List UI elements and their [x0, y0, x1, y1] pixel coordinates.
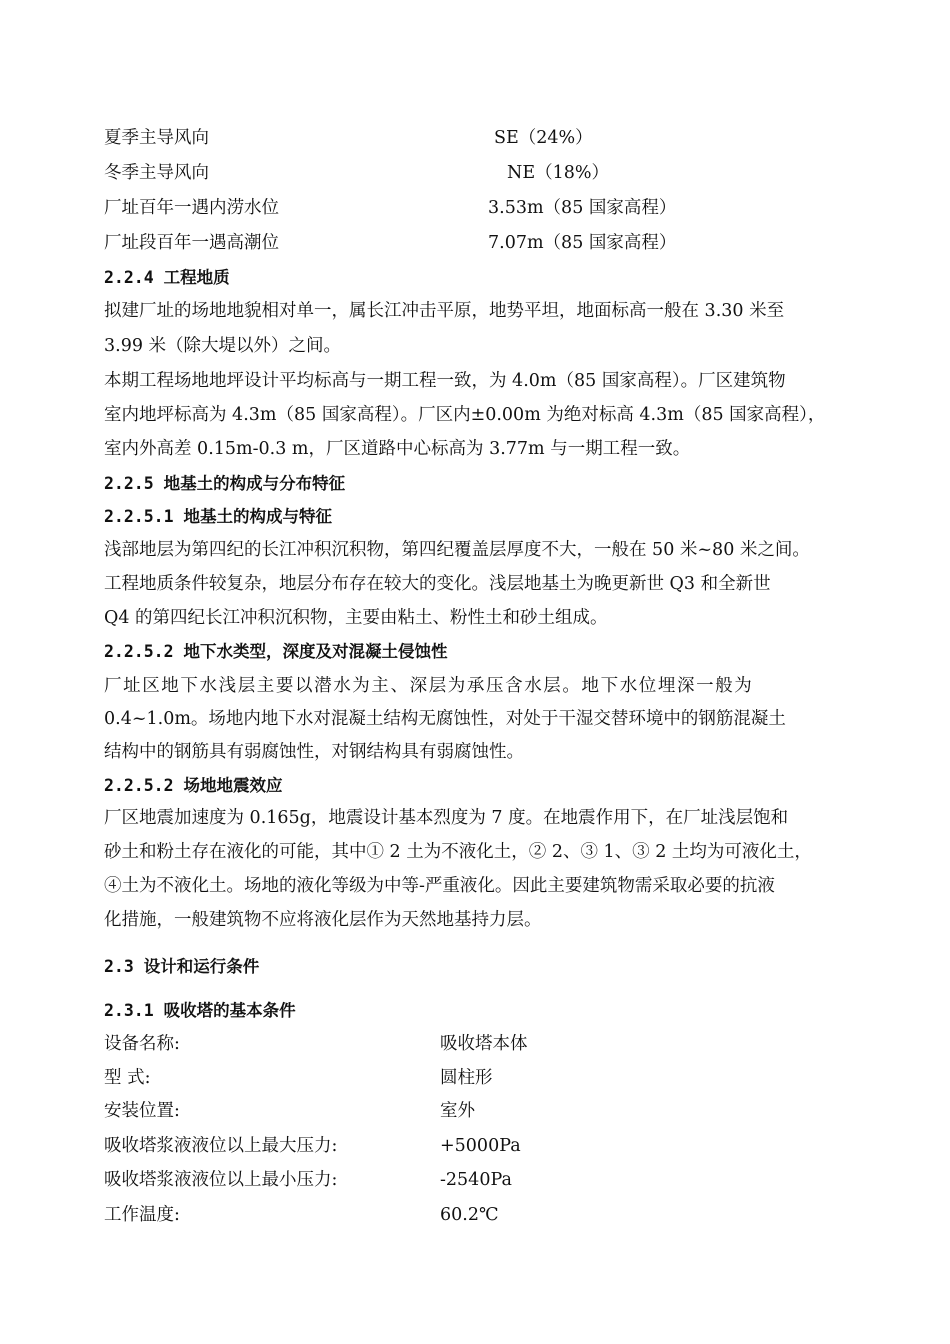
subsection-heading: 2.2.5.1 地基土的构成与特征 [104, 507, 332, 526]
climate-label: 厂址百年一遇内涝水位 [104, 198, 279, 218]
section-heading: 2.2.5 地基土的构成与分布特征 [104, 474, 346, 493]
climate-label: 夏季主导风向 [104, 128, 209, 148]
climate-label: 冬季主导风向 [104, 163, 209, 183]
paragraph-line: 结构中的钢筋具有弱腐蚀性，对钢结构具有弱腐蚀性。 [104, 742, 524, 762]
paragraph-line: 本期工程场地地坪设计平均标高与一期工程一致，为 4.0m（85 国家高程）。厂区建筑物 [104, 371, 786, 391]
subsection-heading: 2.2.5.2 地下水类型，深度及对混凝土侵蚀性 [104, 642, 448, 661]
spec-value: 60.2℃ [440, 1205, 499, 1225]
paragraph-line: 化措施，一般建筑物不应将液化层作为天然地基持力层。 [104, 910, 542, 930]
subsection-heading: 2.3.1 吸收塔的基本条件 [104, 1001, 296, 1020]
paragraph-line: 砂土和粉土存在液化的可能，其中① 2 土为不液化土，② 2、③ 1、③ 2 土均为可液化土， [104, 842, 812, 862]
spec-label: 设备名称: [104, 1034, 180, 1054]
spec-label: 型 式: [104, 1068, 151, 1088]
spec-label: 吸收塔浆液液位以上最小压力: [104, 1170, 338, 1190]
subsection-heading: 2.2.5.2 场地地震效应 [104, 776, 283, 795]
spec-label: 吸收塔浆液液位以上最大压力: [104, 1136, 338, 1156]
spec-label: 工作温度: [104, 1205, 180, 1225]
climate-value: NE（18%） [507, 163, 609, 183]
spec-value: -2540Pa [440, 1170, 512, 1190]
climate-value: 3.53m（85 国家高程） [488, 198, 677, 218]
climate-value: 7.07m（85 国家高程） [488, 233, 677, 253]
paragraph-line: 室内外高差 0.15m-0.3 m，厂区道路中心标高为 3.77m 与一期工程一致。 [104, 439, 691, 459]
paragraph-line: 室内地坪标高为 4.3m（85 国家高程）。厂区内±0.00m 为绝对标高 4.3m（85 国家高程）， [104, 405, 826, 425]
paragraph-line: 0.4~1.0m。场地内地下水对混凝土结构无腐蚀性，对处于干湿交替环境中的钢筋混凝土 [104, 709, 786, 729]
paragraph-line: 厂址区地下水浅层主要以潜水为主、深层为承压含水层。地下水位埋深一般为 [104, 676, 754, 696]
paragraph-line: 厂区地震加速度为 0.165g，地震设计基本烈度为 7 度。在地震作用下，在厂址浅层饱和 [104, 808, 789, 828]
paragraph-line: 浅部地层为第四纪的长江冲积沉积物，第四纪覆盖层厚度不大，一般在 50 米~80 米之间。 [104, 540, 810, 560]
paragraph-line: Q4 的第四纪长江冲积沉积物，主要由粘土、粉性土和砂土组成。 [104, 608, 608, 628]
section-heading: 2.2.4 工程地质 [104, 268, 230, 287]
paragraph-line: 3.99 米（除大堤以外）之间。 [104, 336, 342, 356]
spec-value: 吸收塔本体 [440, 1034, 528, 1054]
paragraph-line: ④土为不液化土。场地的液化等级为中等-严重液化。因此主要建筑物需采取必要的抗液 [104, 876, 775, 896]
spec-label: 安装位置: [104, 1101, 180, 1121]
climate-label: 厂址段百年一遇高潮位 [104, 233, 279, 253]
spec-value: 圆柱形 [440, 1068, 493, 1088]
paragraph-line: 工程地质条件较复杂，地层分布存在较大的变化。浅层地基土为晚更新世 Q3 和全新世 [104, 574, 771, 594]
spec-value: 室外 [440, 1101, 475, 1121]
paragraph-line: 拟建厂址的场地地貌相对单一，属长江冲击平原，地势平坦，地面标高一般在 3.30 米至 [104, 301, 785, 321]
section-heading: 2.3 设计和运行条件 [104, 957, 260, 976]
spec-value: +5000Pa [440, 1136, 521, 1156]
climate-value: SE（24%） [494, 128, 593, 148]
